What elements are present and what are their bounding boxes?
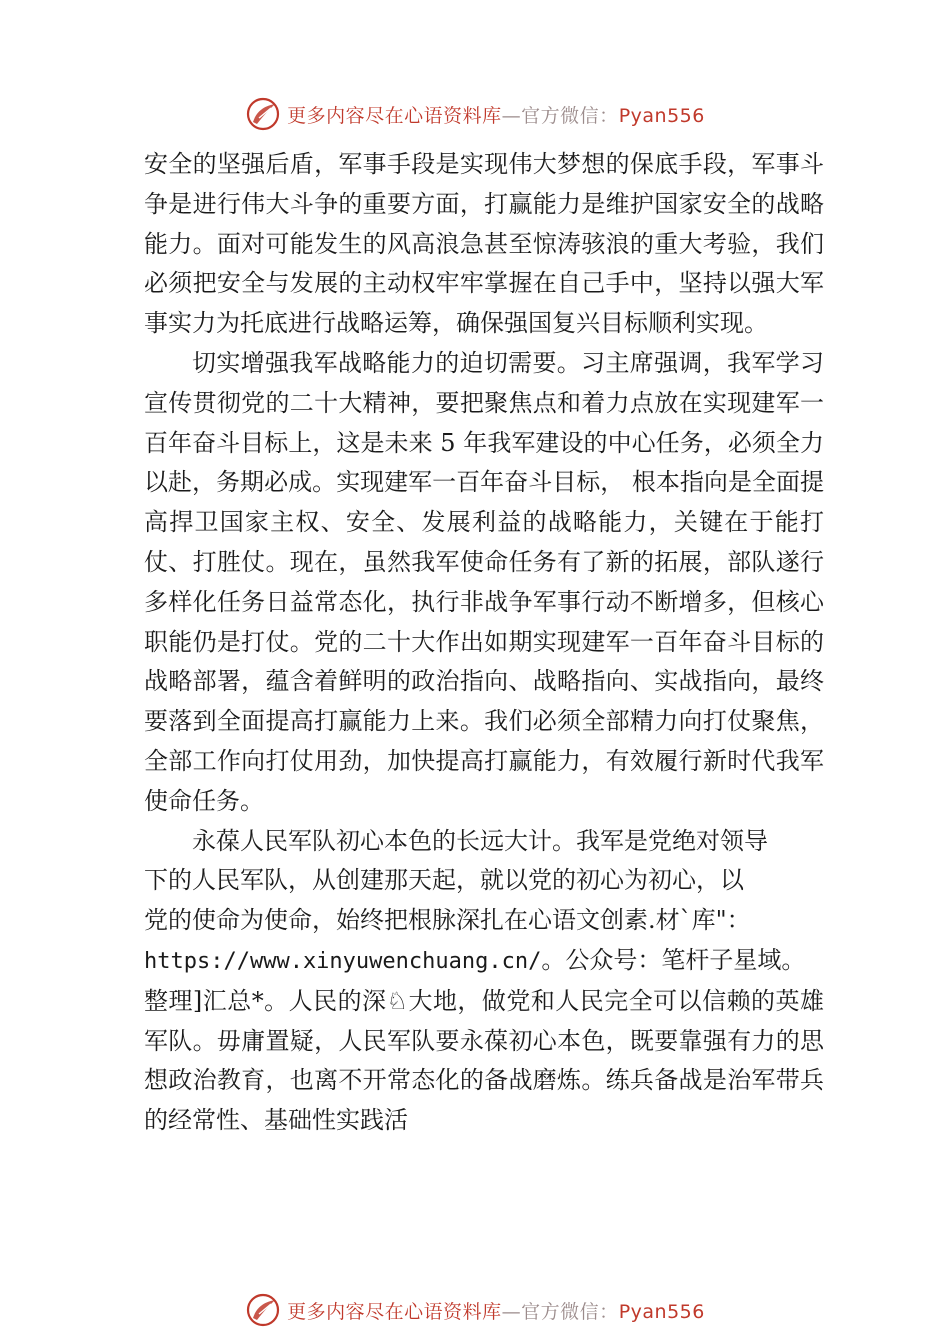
source-url: https://www.xinyuwenchuang.cn/ <box>144 948 542 974</box>
paragraph-3-line-3: 党的使命为使命，始终把根脉深扎在心语文创素.材`库"： <box>144 906 751 935</box>
banner-wechat-id: Pyan556 <box>618 104 705 127</box>
banner-separator: — <box>501 1300 522 1323</box>
banner-colon: ： <box>599 104 619 127</box>
paragraph-3-url-line <box>144 941 824 982</box>
paragraph-3-line-2: 下的人民军队，从创建那天起，就以党的初心为初心，以 <box>144 866 744 895</box>
banner-official-label: 官方微信 <box>521 1300 600 1323</box>
bottom-banner <box>0 1290 950 1330</box>
paragraph-2: 切实增强我军战略能力的迫切需要。习主席强调，我军学习宣传贯彻党的二十大精神，要把聚焦点和着力点放在实现建军一百年奋斗目标上，这是未来 5 年我军建设的中心任务，必须全力以赴，务期必成。实现建军一百年奋斗目标， 根本指向是全面提高捍卫国家主权、安全、发展利益的战略能力，关键在于能打仗、打胜仗。现在，虽然我军使命任务有了新的拓展，部队遂行多样化任务日益常态化，执行非战争军事行动不断增多，但核心职能仍是打仗。党的二十大作出如期实现建军一百年奋斗目标的战略部署，蕴含着鲜明的政治指向、战略指向、实战指向，最终要落到全面提高打赢能力上来。我们必须全部精力向打仗聚焦，全部工作向打仗用劲，加快提高打赢能力，有效履行新时代我军使命任务。 <box>144 348 824 815</box>
banner-brand: 更多内容尽在心语资料库 <box>287 1300 502 1323</box>
brand-logo-icon <box>245 1292 281 1328</box>
banner-official-label: 官方微信 <box>521 104 600 127</box>
paragraph-3-rest: 整理]汇总*。人民的深♘大地，做党和人民完全可以信赖的英雄军队。毋庸置疑，人民军队要永葆初心本色，既要靠强有力的思想政治教育，也离不开常态化的备战磨炼。练兵备战是治军带兵的经常性、基础性实践活 <box>144 986 824 1135</box>
paragraph-3-line-1: 永葆人民军队初心本色的长远大计。我军是党绝对领导 <box>192 826 768 855</box>
banner-text <box>287 101 705 128</box>
brand-logo-icon <box>245 96 281 132</box>
banner-wechat-id: Pyan556 <box>618 1300 705 1323</box>
banner-brand: 更多内容尽在心语资料库 <box>287 104 502 127</box>
document-body <box>144 145 824 1141</box>
url-suffix: 。公众号：笔杆子星域。 <box>541 945 806 974</box>
top-banner <box>0 94 950 134</box>
banner-text <box>287 1297 705 1324</box>
banner-separator: — <box>501 104 522 127</box>
banner-colon: ： <box>599 1300 619 1323</box>
paragraph-1: 安全的坚强后盾，军事手段是实现伟大梦想的保底手段，军事斗争是进行伟大斗争的重要方面，打赢能力是维护国家安全的战略能力。面对可能发生的风高浪急甚至惊涛骇浪的重大考验，我们必须把安全与发展的主动权牢牢掌握在自己手中，坚持以强大军事实力为托底进行战略运筹，确保强国复兴目标顺利实现。 <box>144 150 824 338</box>
